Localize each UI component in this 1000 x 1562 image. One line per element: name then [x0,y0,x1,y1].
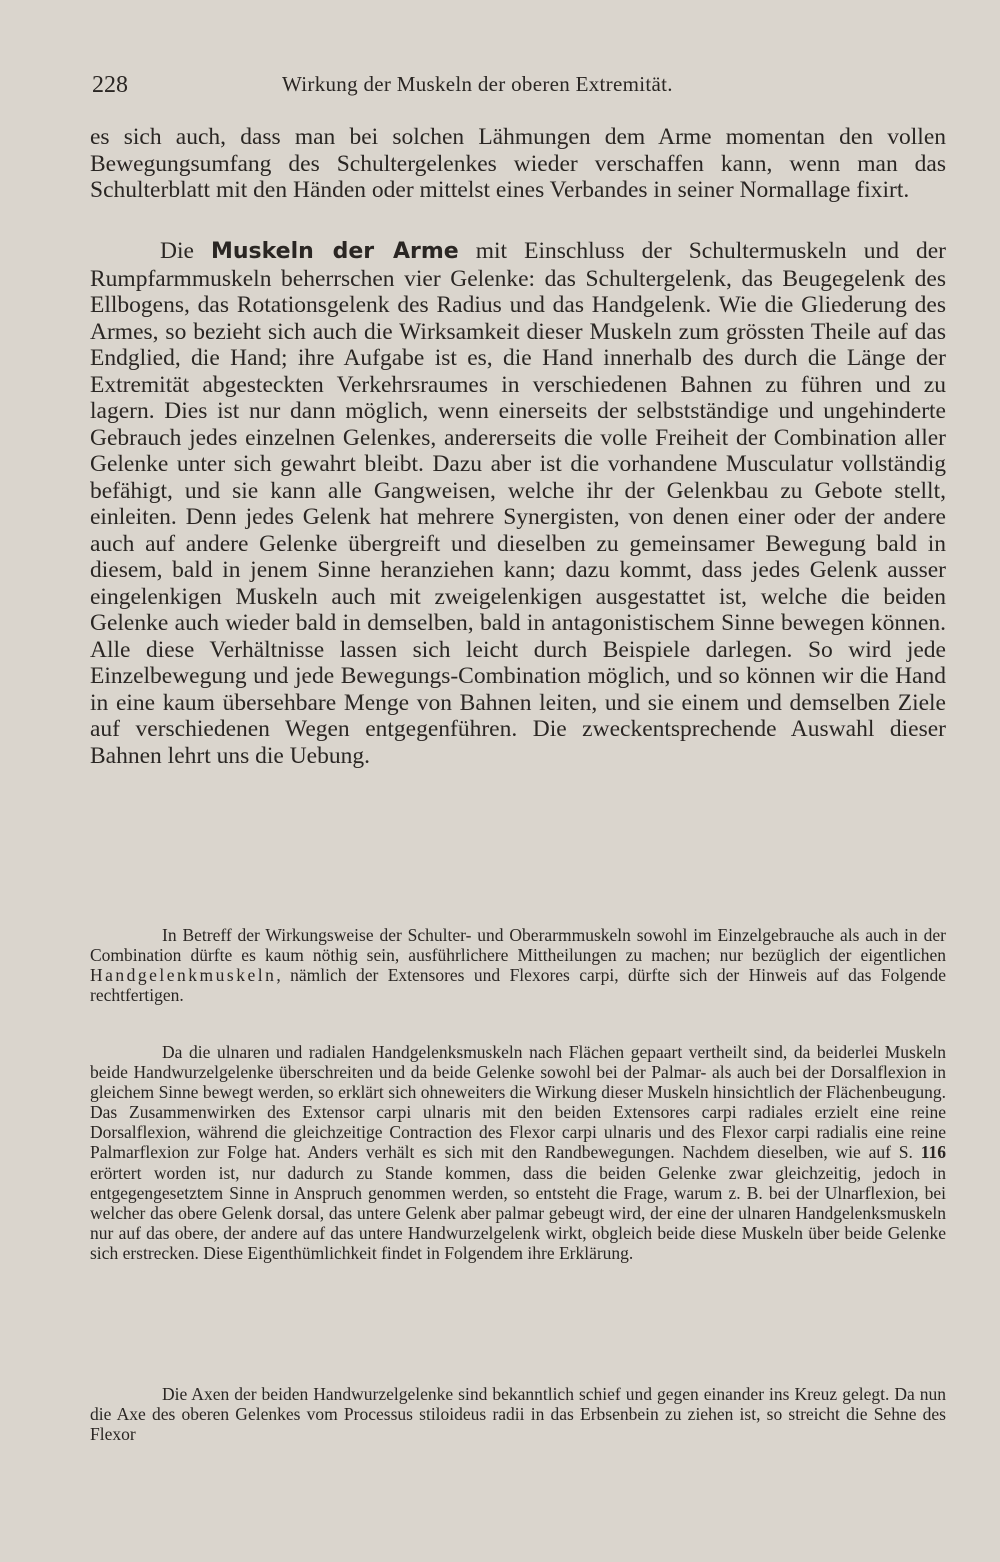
carryover-paragraph-block [90,124,946,204]
page-number: 228 [92,72,128,98]
main-paragraph-body: mit Einschluss der Schultermuskeln und der Rumpfarmmuskeln beherrschen vier Gelenke: das Schultergelenk, das Beugegelenk des Ellbogens, das Rotationsgelenk des Radius und das Handgelenk. Wie die Gliederung des Armes, so bezieht sich auch die Wirksamkeit dieser Muskeln zum grössten Theile auf das Endglied, die Hand; ihre Aufgabe ist es, die Hand innerhalb des durch die Länge der Extremität abgesteckten Verkehrsraumes in verschiedenen Bahnen zu führen und zu lagern. Dies ist nur dann möglich, wenn einerseits der selbstständige und ungehinderte Gebrauch jedes einzelnen Gelenkes, andererseits die volle Freiheit der Combination aller Gelenke unter sich gewahrt bleibt. Dazu aber ist die vorhandene Musculatur vollständig befähigt, und sie kann alle Gangweisen, welche ihr der Gelenkbau zu Gebote stellt, einleiten. Denn jedes Gelenk hat mehrere Synergisten, von denen einer oder der andere auch auf andere Gelenke übergreift und dieselben zu gemeinsamer Bewegung bald in diesem, bald in jenem Sinne heranziehen kann; dazu kommt, dass jedes Gelenk ausser eingelenkigen Muskeln auch mit zweigelenkigen ausgestattet ist, welche die beiden Gelenke auch wieder bald in demselben, bald in antagonistischem Sinne bewegen können. Alle diese Verhältnisse lassen sich leicht durch Beispiele darlegen. So wird jede Einzelbewegung und jede Bewegungs-Combination möglich, und so können wir die Hand in eine kaum übersehbare Menge von Bahnen leiten, und sie einem und demselben Ziele auf verschiedenen Wegen entgegenführen. Die zweckentsprechende Auswahl dieser Bahnen lehrt uns die Uebung. [90,238,947,769]
small-paragraph-3-block [90,1384,946,1444]
page-header [92,72,944,108]
main-paragraph-block [90,238,946,769]
small-paragraph-2-block [90,1042,946,1263]
main-paragraph [90,238,946,769]
main-paragraph-lead: Die [160,238,211,264]
main-paragraph-bold-term: Muskeln der Arme [210,239,459,264]
small-paragraph-2 [90,1042,946,1263]
small-paragraph-2-page-ref: 116 [920,1142,946,1163]
small-paragraph-2-tail: erörtert worden ist, nur dadurch zu Stande kommen, dass die beiden Gelenke zwar gleichzeitig, jedoch in entgegengesetztem Sinne in Anspruch genommen werden, so entsteht die Frage, warum z. B. bei der Ulnarflexion, bei welcher das obere Gelenk dorsal, das untere Gelenk aber palmar gebeugt wird, der eine der ulnaren Handgelenksmuskeln nur auf das obere, der andere auf das untere Handwurzelgelenk wirkt, obgleich beide diese Muskeln über beide Gelenke sich erstrecken. Diese Eigenthümlichkeit findet in Folgendem ihre Erklärung. [90,1162,946,1263]
small-paragraph-1-tail: , nämlich der Extensores und Flexores carpi, dürfte sich der Hinweis auf das Folgende rechtfertigen. [90,965,946,1006]
carryover-paragraph: es sich auch, dass man bei solchen Lähmungen dem Arme momentan den vollen Bewegungsumfang des Schultergelenkes wieder verschaffen kann, wenn man das Schulterblatt mit den Händen oder mittelst eines Verbandes in seiner Normallage fixirt. [90,124,946,203]
small-paragraph-1 [90,925,946,1005]
running-title: Wirkung der Muskeln der oberen Extremität. [282,72,673,96]
small-paragraph-1-spaced-term: Handgelenkmuskeln [90,965,277,986]
small-paragraph-3: Die Axen der beiden Handwurzelgelenke sind bekanntlich schief und gegen einander ins Kreuz gelegt. Da nun die Axe des oberen Gelenkes vom Processus stiloideus radii in das Erbsenbein zu ziehen ist, so streicht die Sehne des Flexor [90,1384,946,1445]
small-paragraph-1-lead: In Betreff der Wirkungsweise der Schulter- und Oberarmmuskeln sowohl im Einzelgebrauche als auch in der Combination dürfte es kaum nöthig sein, ausführlichere Mittheilungen zu machen; nur bezüglich der eigentlichen [90,925,946,966]
small-paragraph-1-block [90,925,946,1005]
small-paragraph-2-lead: Da die ulnaren und radialen Handgelenksmuskeln nach Flächen gepaart vertheilt sind, da beiderlei Muskeln beide Handwurzelgelenke überschreiten und da beide Gelenke sowohl bei der Palmar- als auch bei der Dorsalflexion in gleichem Sinne bewegt werden, so erklärt sich ohneweiters die Wirkung dieser Muskeln hinsichtlich der Flächenbeugung. Das Zusammenwirken des Extensor carpi ulnaris mit den beiden Extensores carpi radiales erzielt eine reine Dorsalflexion, während die gleichzeitige Contraction des Flexor carpi ulnaris und des Flexor carpi radialis eine reine Palmarflexion zur Folge hat. Anders verhält es sich mit den Randbewegungen. Nachdem dieselben, wie auf S. [90,1042,946,1163]
